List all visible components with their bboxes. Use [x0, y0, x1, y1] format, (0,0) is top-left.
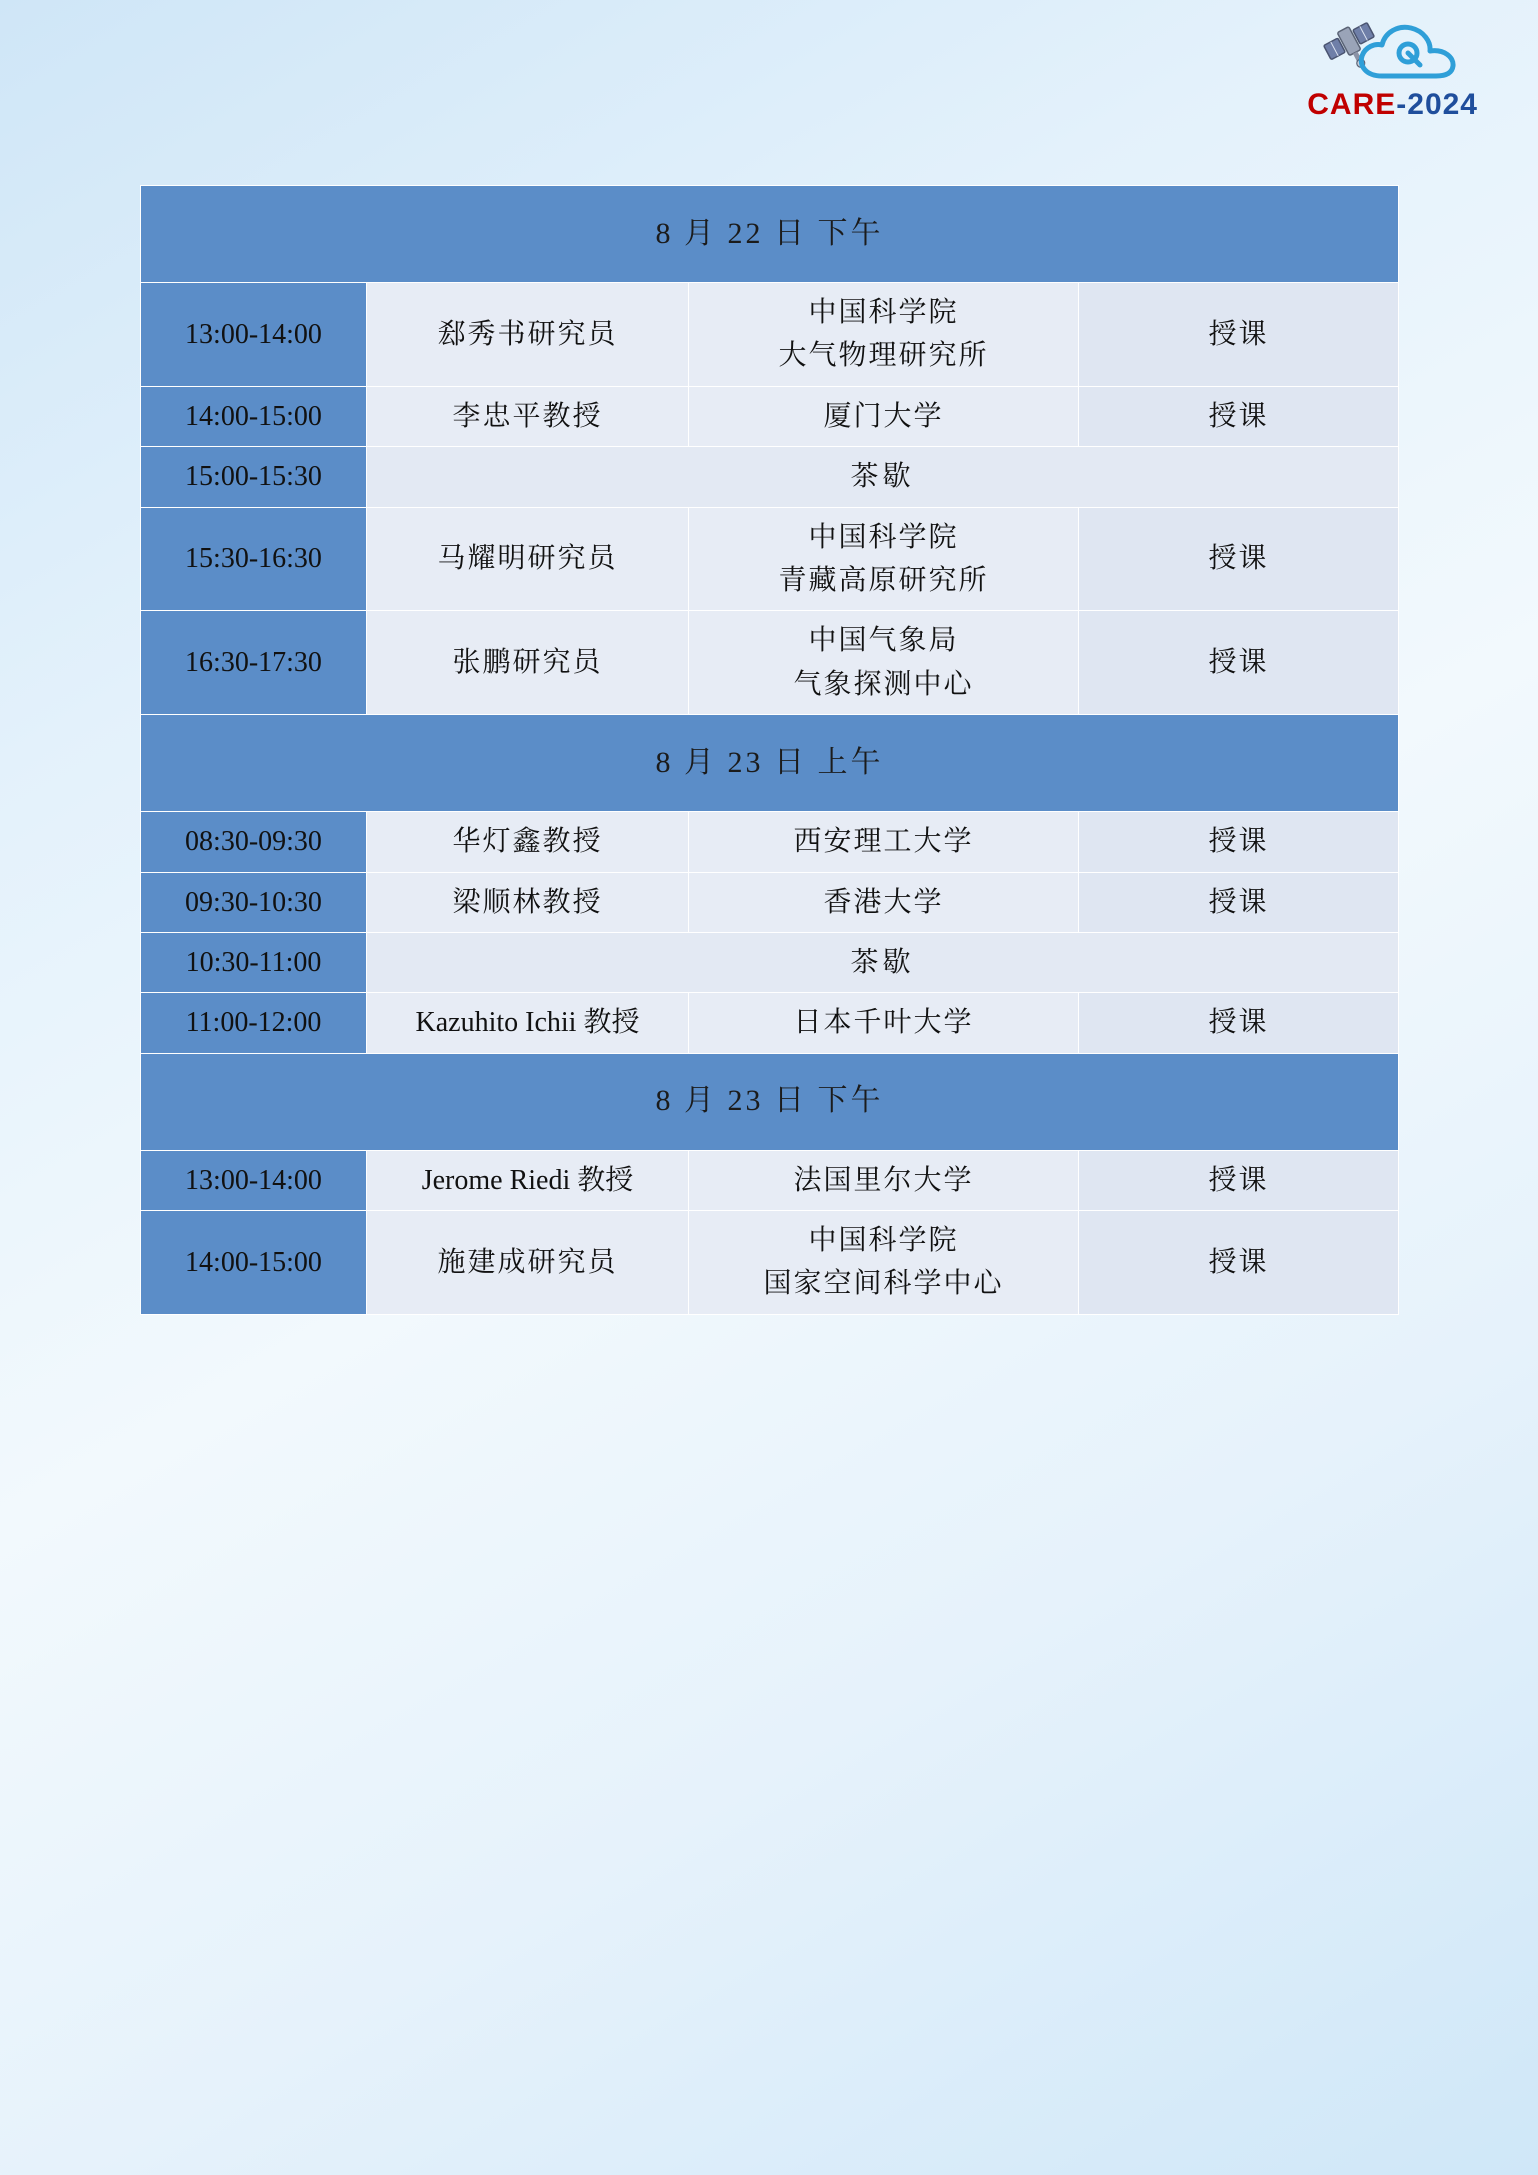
cloud-icon	[1356, 20, 1460, 82]
affiliation-line: 大气物理研究所	[778, 340, 989, 372]
schedule-table	[140, 185, 1399, 1315]
affiliation	[689, 1211, 1079, 1315]
section-title: 8 月 23 日 上午	[141, 715, 1399, 812]
affiliation-line: 青藏高原研究所	[778, 564, 989, 596]
session-type: 授课	[1079, 812, 1399, 872]
affiliation-line: 国家空间科学中心	[763, 1268, 1004, 1300]
session-time: 14:00-15:00	[141, 1211, 367, 1315]
affiliation-line: 日本千叶大学	[793, 1007, 974, 1039]
session-time: 15:00-15:30	[141, 447, 367, 507]
affiliation-line: 中国科学院	[808, 1225, 959, 1257]
logo-graphic	[1278, 14, 1478, 94]
section-title: 8 月 23 日 下午	[141, 1053, 1399, 1150]
affiliation	[689, 993, 1079, 1053]
session-time: 10:30-11:00	[141, 932, 367, 992]
speaker-name: 李忠平教授	[367, 386, 689, 446]
logo-care-text: CARE	[1307, 88, 1397, 121]
logo-year-text: -2024	[1396, 88, 1478, 121]
session-time: 13:00-14:00	[141, 283, 367, 387]
affiliation	[689, 611, 1079, 715]
session-type: 授课	[1079, 1211, 1399, 1315]
care-logo	[1278, 14, 1478, 144]
schedule-section-header	[141, 186, 1399, 283]
table-row	[141, 283, 1399, 387]
session-type: 授课	[1079, 386, 1399, 446]
table-row	[141, 872, 1399, 932]
table-row	[141, 812, 1399, 872]
speaker-name: Jerome Riedi 教授	[367, 1150, 689, 1210]
session-type: 授课	[1079, 507, 1399, 611]
break-label: 茶歇	[367, 447, 1399, 507]
speaker-name: Kazuhito Ichii 教授	[367, 993, 689, 1053]
session-type: 授课	[1079, 1150, 1399, 1210]
table-row	[141, 1150, 1399, 1210]
schedule-section-header	[141, 1053, 1399, 1150]
table-row	[141, 611, 1399, 715]
affiliation	[689, 283, 1079, 387]
break-label: 茶歇	[367, 932, 1399, 992]
affiliation-line: 中国科学院	[808, 297, 959, 328]
speaker-name: 施建成研究员	[367, 1211, 689, 1315]
session-time: 09:30-10:30	[141, 872, 367, 932]
speaker-name: 华灯鑫教授	[367, 812, 689, 872]
table-row	[141, 386, 1399, 446]
speaker-name: 郄秀书研究员	[367, 283, 689, 387]
session-type: 授课	[1079, 993, 1399, 1053]
session-time: 13:00-14:00	[141, 1150, 367, 1210]
table-row	[141, 507, 1399, 611]
table-row	[141, 993, 1399, 1053]
affiliation	[689, 386, 1079, 446]
affiliation-line: 中国科学院	[808, 521, 959, 553]
affiliation-line: 香港大学	[823, 886, 944, 918]
affiliation	[689, 1150, 1079, 1210]
speaker-name: 梁顺林教授	[367, 872, 689, 932]
affiliation	[689, 812, 1079, 872]
logo-text	[1278, 88, 1478, 122]
session-type: 授课	[1079, 283, 1399, 387]
speaker-name: 张鹏研究员	[367, 611, 689, 715]
speaker-name: 马耀明研究员	[367, 507, 689, 611]
affiliation-line: 气象探测中心	[793, 668, 974, 700]
affiliation-line: 西安理工大学	[793, 826, 974, 858]
affiliation-line: 厦门大学	[823, 400, 944, 432]
session-time: 16:30-17:30	[141, 611, 367, 715]
session-type: 授课	[1079, 611, 1399, 715]
session-time: 14:00-15:00	[141, 386, 367, 446]
session-time: 08:30-09:30	[141, 812, 367, 872]
section-title: 8 月 22 日 下午	[141, 186, 1399, 283]
table-row	[141, 932, 1399, 992]
session-type: 授课	[1079, 872, 1399, 932]
session-time: 11:00-12:00	[141, 993, 367, 1053]
session-time: 15:30-16:30	[141, 507, 367, 611]
affiliation	[689, 872, 1079, 932]
table-row	[141, 447, 1399, 507]
affiliation-line: 中国气象局	[808, 625, 959, 657]
affiliation-line: 法国里尔大学	[793, 1164, 974, 1196]
table-row	[141, 1211, 1399, 1315]
schedule-table-container	[140, 185, 1398, 1315]
schedule-section-header	[141, 715, 1399, 812]
affiliation	[689, 507, 1079, 611]
